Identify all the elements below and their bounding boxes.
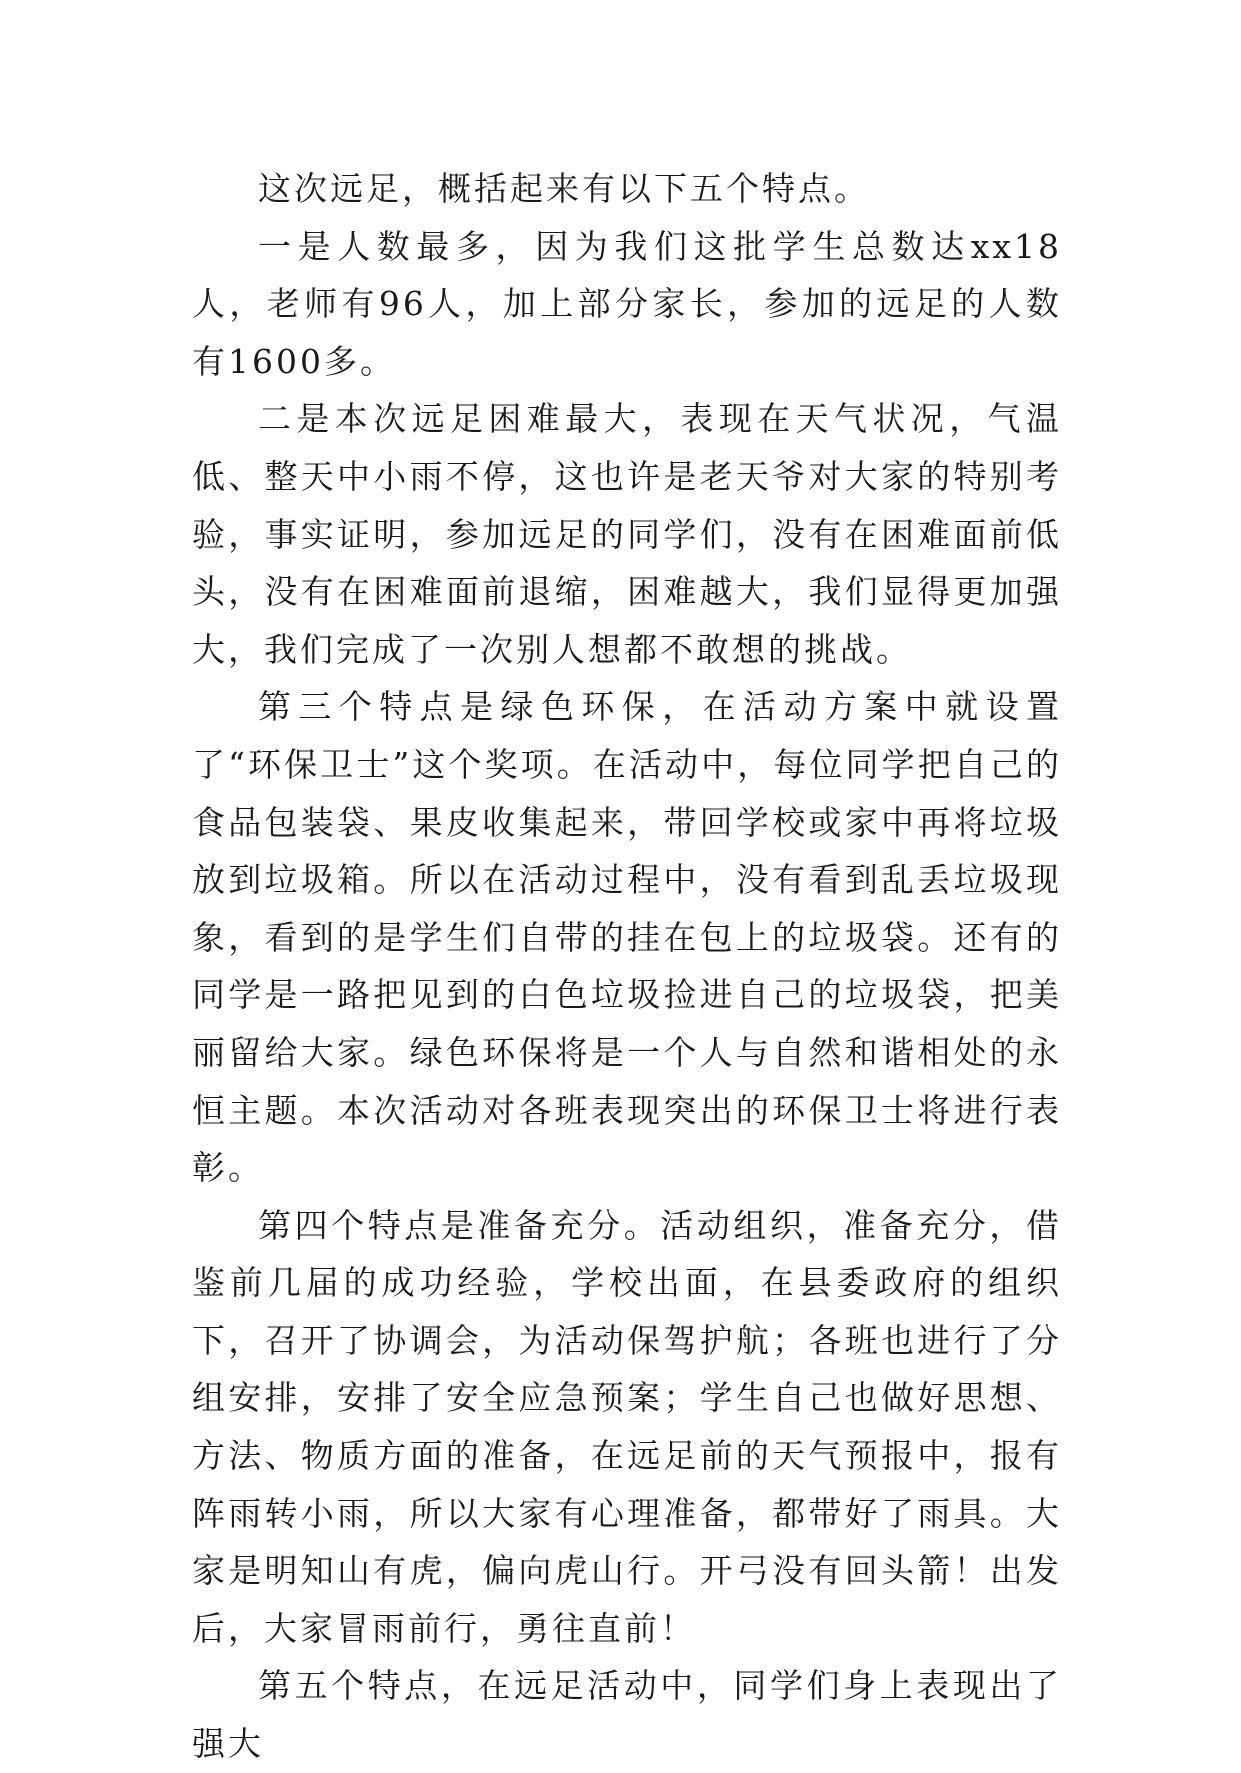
paragraph-feature-4: 第四个特点是准备充分。活动组织，准备充分，借鉴前几届的成功经验，学校出面，在县委政府的组织下，召开了协调会，为活动保驾护航；各班也进行了分组安排，安排了安全应急预案；学生自己也做好思想、方法、物质方面的准备，在远足前的天气预报中，报有阵雨转小雨，所以大家有心理准备，都带好了雨具。大家是明知山有虎，偏向虎山行。开弓没有回头箭！出发后，大家冒雨前行，勇往直前！ — [192, 1205, 1062, 1648]
paragraph-feature-1: 一是人数最多，因为我们这批学生总数达xx18人，老师有96人，加上部分家长，参加的远足的人数有1600多。 — [192, 226, 1062, 381]
document-body — [192, 160, 1062, 1773]
paragraph-feature-3: 第三个特点是绿色环保，在活动方案中就设置了“环保卫士”这个奖项。在活动中，每位同学把自己的食品包装袋、果皮收集起来，带回学校或家中再将垃圾放到垃圾箱。所以在活动过程中，没有看到乱丢垃圾现象，看到的是学生们自带的挂在包上的垃圾袋。还有的同学是一路把见到的白色垃圾捡进自己的垃圾袋，把美丽留给大家。绿色环保将是一个人与自然和谐相处的永恒主题。本次活动对各班表现突出的环保卫士将进行表彰。 — [192, 687, 1062, 1188]
paragraph-intro: 这次远足，概括起来有以下五个特点。 — [258, 169, 870, 208]
paragraph-feature-2: 二是本次远足困难最大，表现在天气状况，气温低、整天中小雨不停，这也许是老天爷对大家的特别考验，事实证明，参加远足的同学们，没有在困难面前低头，没有在困难面前退缩，困难越大，我们显得更加强大，我们完成了一次别人想都不敢想的挑战。 — [192, 399, 1062, 669]
paragraph-feature-5: 第五个特点，在远足活动中，同学们身上表现出了强大 — [192, 1666, 1062, 1764]
